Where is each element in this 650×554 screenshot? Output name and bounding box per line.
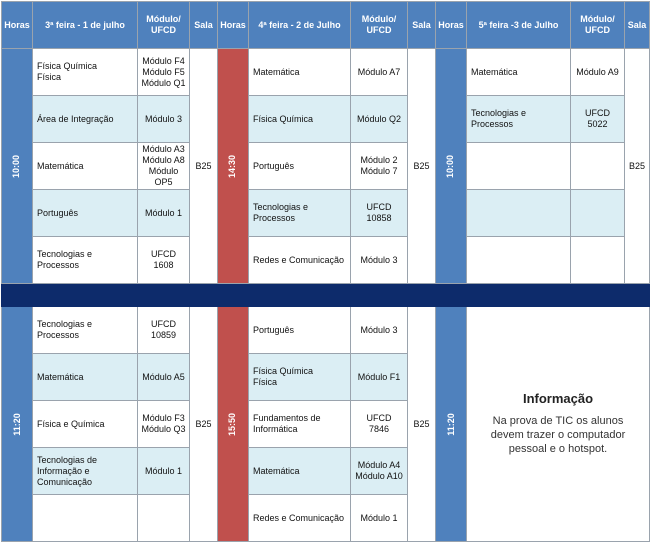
module-cell: Módulo A5 bbox=[138, 354, 190, 401]
module-cell: Módulo F4 Módulo F5 Módulo Q1 bbox=[138, 49, 190, 96]
subject-cell: Matemática bbox=[249, 49, 351, 96]
room-cell: B25 bbox=[190, 307, 218, 542]
subject-cell: Tecnologias e Processos bbox=[33, 237, 138, 284]
subject-cell: Matemática bbox=[33, 143, 138, 190]
subject-cell: Tecnologias e Processos bbox=[33, 307, 138, 354]
header-day1: 3ª feira - 1 de julho bbox=[33, 2, 138, 49]
info-panel bbox=[467, 307, 650, 542]
time-slot: 14:30 bbox=[218, 49, 249, 284]
subject-cell: Física Química Física bbox=[33, 49, 138, 96]
table-row bbox=[2, 143, 650, 190]
time-slot: 11:20 bbox=[436, 307, 467, 542]
time-slot: 15:50 bbox=[218, 307, 249, 542]
module-cell: Módulo A7 bbox=[351, 49, 408, 96]
subject-cell bbox=[467, 143, 571, 190]
table-row bbox=[2, 49, 650, 96]
header-horas: Horas bbox=[436, 2, 467, 49]
subject-cell bbox=[33, 495, 138, 542]
header-sala: Sala bbox=[408, 2, 436, 49]
module-cell: Módulo 1 bbox=[138, 190, 190, 237]
table-row bbox=[2, 307, 650, 354]
module-cell: Módulo A3 Módulo A8 Módulo OP5 bbox=[138, 143, 190, 190]
subject-cell: Redes e Comunicação bbox=[249, 237, 351, 284]
subject-cell: Física Química Física bbox=[249, 354, 351, 401]
exam-schedule-table bbox=[1, 1, 650, 542]
info-text: Na prova de TIC os alunos devem trazer o computador pessoal e o hotspot. bbox=[490, 414, 626, 455]
subject-cell: Português bbox=[33, 190, 138, 237]
module-cell: Módulo F1 bbox=[351, 354, 408, 401]
module-cell: Módulo 1 bbox=[351, 495, 408, 542]
module-cell: Módulo A9 bbox=[571, 49, 625, 96]
module-cell bbox=[571, 237, 625, 284]
subject-cell: Português bbox=[249, 143, 351, 190]
subject-cell: Fundamentos de Informática bbox=[249, 401, 351, 448]
header-modulo: Módulo/ UFCD bbox=[351, 2, 408, 49]
module-cell: Módulo A4 Módulo A10 bbox=[351, 448, 408, 495]
time-slot: 10:00 bbox=[2, 49, 33, 284]
module-cell: UFCD 7846 bbox=[351, 401, 408, 448]
table-row bbox=[2, 237, 650, 284]
subject-cell: Matemática bbox=[249, 448, 351, 495]
subject-cell: Tecnologias de Informação e Comunicação bbox=[33, 448, 138, 495]
header-modulo: Módulo/ UFCD bbox=[571, 2, 625, 49]
subject-cell: Física e Química bbox=[33, 401, 138, 448]
subject-cell: Redes e Comunicação bbox=[249, 495, 351, 542]
room-cell: B25 bbox=[625, 49, 650, 284]
room-cell: B25 bbox=[408, 307, 436, 542]
module-cell bbox=[571, 190, 625, 237]
header-day2: 4ª feira - 2 de Julho bbox=[249, 2, 351, 49]
module-cell: Módulo Q2 bbox=[351, 96, 408, 143]
module-cell: Módulo 2 Módulo 7 bbox=[351, 143, 408, 190]
subject-cell bbox=[467, 237, 571, 284]
module-cell: UFCD 5022 bbox=[571, 96, 625, 143]
room-cell: B25 bbox=[408, 49, 436, 284]
subject-cell: Português bbox=[249, 307, 351, 354]
module-cell: Módulo 1 bbox=[138, 448, 190, 495]
module-cell bbox=[138, 495, 190, 542]
module-cell bbox=[571, 143, 625, 190]
header-day3: 5ª feira -3 de Julho bbox=[467, 2, 571, 49]
separator-row bbox=[2, 284, 650, 307]
header-row bbox=[2, 2, 650, 49]
subject-cell: Matemática bbox=[467, 49, 571, 96]
module-cell: Módulo 3 bbox=[351, 237, 408, 284]
module-cell: Módulo 3 bbox=[138, 96, 190, 143]
header-sala: Sala bbox=[625, 2, 650, 49]
room-cell: B25 bbox=[190, 49, 218, 284]
subject-cell: Física Química bbox=[249, 96, 351, 143]
subject-cell: Área de Integração bbox=[33, 96, 138, 143]
subject-cell: Matemática bbox=[33, 354, 138, 401]
module-cell: UFCD 1608 bbox=[138, 237, 190, 284]
module-cell: UFCD 10858 bbox=[351, 190, 408, 237]
subject-cell: Tecnologias e Processos bbox=[249, 190, 351, 237]
subject-cell: Tecnologias e Processos bbox=[467, 96, 571, 143]
subject-cell bbox=[467, 190, 571, 237]
info-title: Informação bbox=[522, 390, 594, 406]
table-row bbox=[2, 96, 650, 143]
header-modulo: Módulo/ UFCD bbox=[138, 2, 190, 49]
module-cell: Módulo F3 Módulo Q3 bbox=[138, 401, 190, 448]
module-cell: Módulo 3 bbox=[351, 307, 408, 354]
time-slot: 10:00 bbox=[436, 49, 467, 284]
header-sala: Sala bbox=[190, 2, 218, 49]
header-horas: Horas bbox=[218, 2, 249, 49]
table-row bbox=[2, 190, 650, 237]
time-slot: 11:20 bbox=[2, 307, 33, 542]
module-cell: UFCD 10859 bbox=[138, 307, 190, 354]
header-horas: Horas bbox=[2, 2, 33, 49]
